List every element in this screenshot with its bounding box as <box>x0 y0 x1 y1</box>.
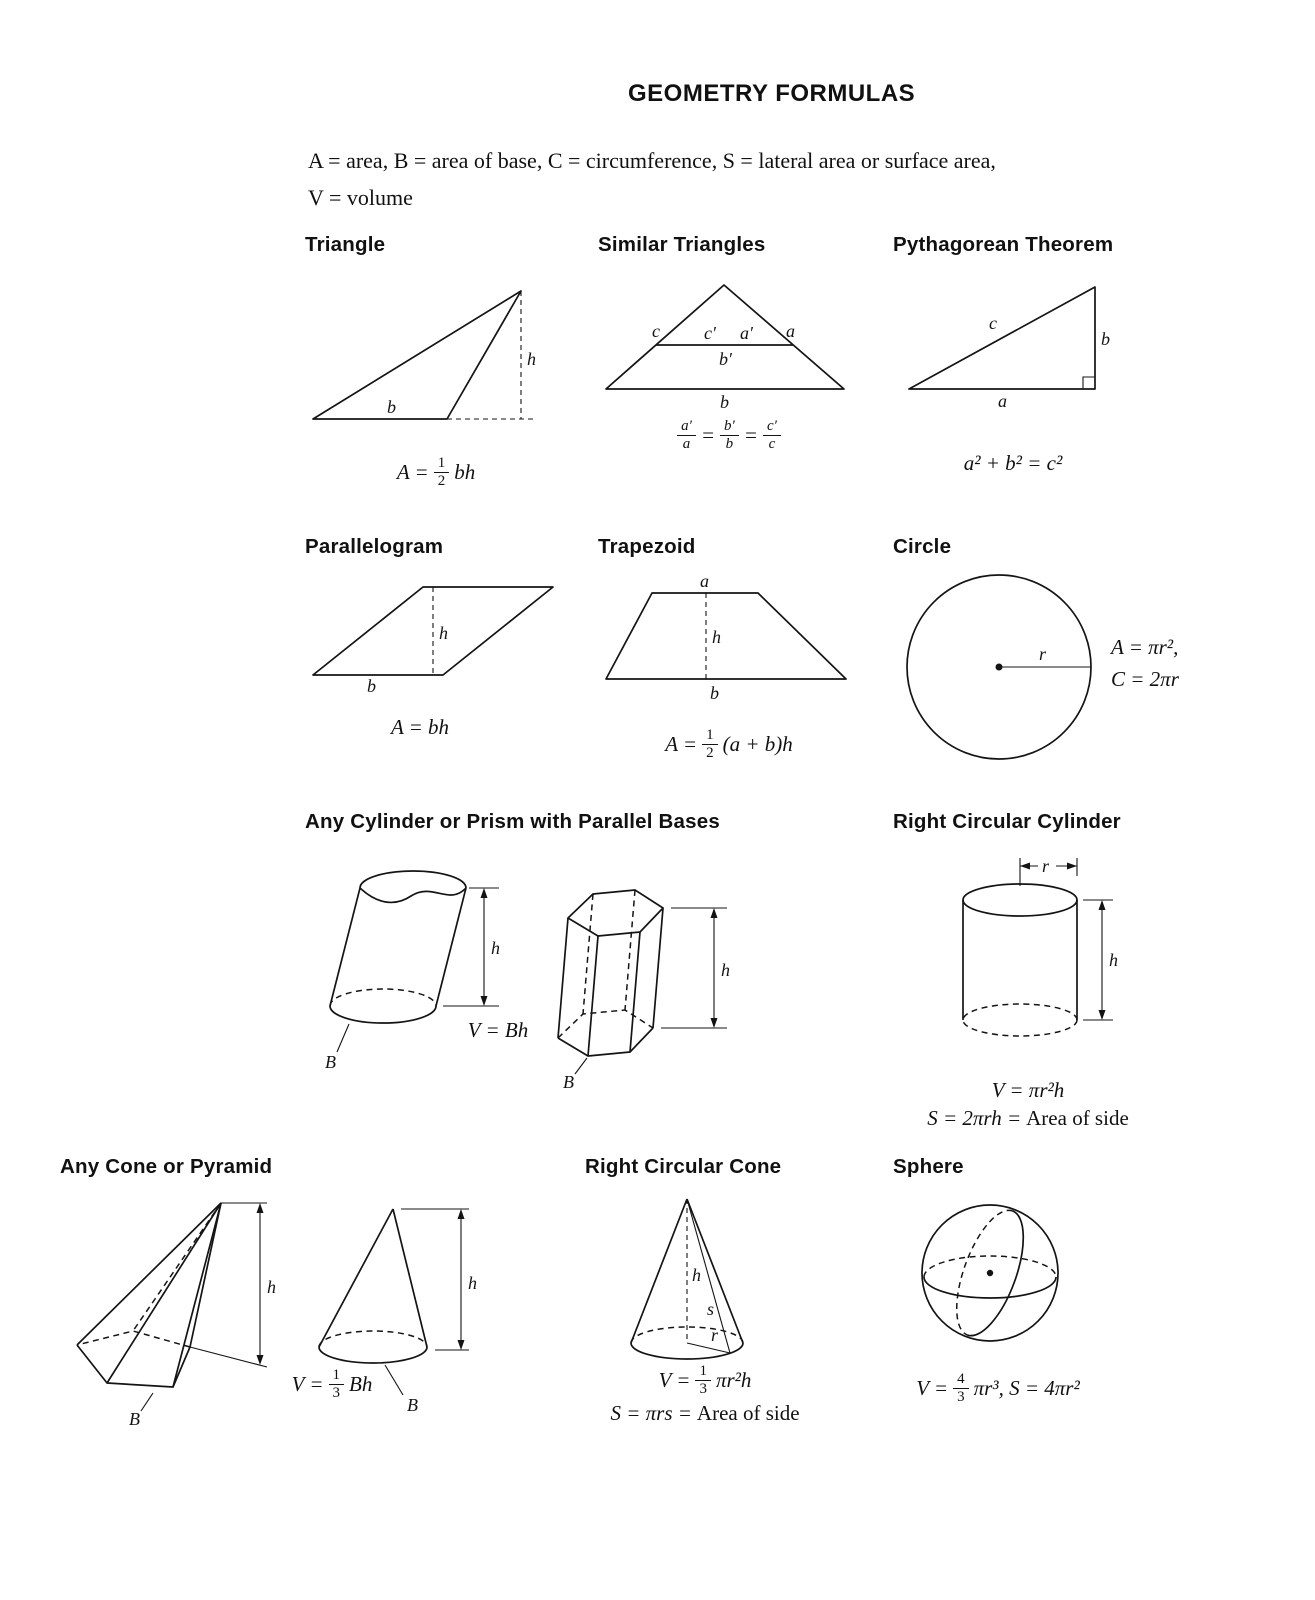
prism-hidden-edge <box>625 890 635 1010</box>
prism-hidden-edge <box>583 894 593 1014</box>
cylinder-top-front-rim <box>360 888 466 902</box>
label-h: h <box>1109 950 1118 970</box>
label-h: h <box>439 623 448 643</box>
label-s: s <box>707 1299 715 1319</box>
cone-left-side <box>631 1199 687 1343</box>
label-B: B <box>407 1395 418 1415</box>
label-h: h <box>527 349 536 369</box>
base-pointer-line <box>385 1365 403 1395</box>
label-h: h <box>712 627 721 647</box>
right-cylinder-formula-line2: S = 2πrh = Area of side <box>927 1106 1129 1130</box>
prism-bottom-front-edges <box>558 1028 653 1056</box>
formula-lhs: V = <box>291 1371 324 1396</box>
right-cone-formula-line2: S = πrs = Area of side <box>610 1401 800 1425</box>
triangle-outline <box>313 291 521 419</box>
oblique-cylinder <box>325 871 466 1072</box>
label-c: c <box>989 313 997 333</box>
trapezoid-heading: Trapezoid <box>598 535 696 558</box>
circle-diagram <box>899 567 1099 767</box>
right-cylinder-heading: Right Circular Cylinder <box>893 810 1121 833</box>
cylinder-prism-formula: V = Bh <box>467 1018 529 1042</box>
cone-pyramid-diagram <box>65 1195 500 1440</box>
cone-base-front-rim <box>631 1343 743 1359</box>
legend-line-1: A = area, B = area of base, C = circumference, S = lateral area or surface area, <box>308 148 996 173</box>
cylinder-prism-diagram <box>313 852 758 1092</box>
pyramid-base-front-edges <box>77 1345 190 1387</box>
cone-base-front-rim <box>319 1347 427 1363</box>
right-triangle-outline <box>909 287 1095 389</box>
legend-line-2: V = volume <box>308 185 413 210</box>
legend <box>308 142 1158 216</box>
label-h: h <box>468 1273 477 1293</box>
cylinder-bottom-front-rim <box>330 1006 436 1023</box>
equals-sign: = <box>743 422 758 447</box>
label-h: h <box>692 1265 701 1285</box>
fraction-one-half: $\frac{1}{2}$ <box>702 727 718 762</box>
hexagonal-prism <box>558 890 663 1092</box>
parallelogram-diagram <box>307 575 557 696</box>
meridian-back-arc <box>943 1202 1013 1335</box>
section-parallelogram <box>305 535 567 785</box>
pyramid-base-back-edges <box>77 1331 190 1347</box>
section-circle <box>893 535 1313 795</box>
label-r: r <box>1042 856 1050 876</box>
label-c: c <box>652 321 660 341</box>
section-pythagorean <box>893 233 1143 533</box>
triangle-formula <box>305 455 567 490</box>
label-h: h <box>491 938 500 958</box>
radius-measure <box>1020 856 1077 886</box>
trapezoid-diagram <box>600 571 850 703</box>
fraction-c: $\frac{c'}{c}$ <box>763 418 781 453</box>
formula-lhs: A = <box>396 459 429 484</box>
label-a-prime: a′ <box>740 323 753 343</box>
right-cone-formula-line1 <box>585 1363 825 1398</box>
trapezoid-formula <box>598 727 860 762</box>
fraction-one-half: $\frac{1}{2}$ <box>434 455 450 490</box>
meridian-front-arc <box>967 1211 1037 1344</box>
sphere-center-dot <box>987 1270 993 1276</box>
similar-triangles-formula <box>598 418 860 453</box>
cone-height-arrow <box>401 1209 477 1350</box>
triangle-heading: Triangle <box>305 233 386 256</box>
label-b: b <box>1101 329 1110 349</box>
cylinder-top-back-rim <box>360 871 466 888</box>
formula-rhs: (a + b)h <box>722 731 793 756</box>
outer-triangle-outline <box>606 285 844 389</box>
parallelogram-formula: A = bh <box>390 715 450 739</box>
similar-triangles-heading: Similar Triangles <box>598 233 766 256</box>
label-B: B <box>325 1052 336 1072</box>
prism-bottom-back-edges <box>558 1010 653 1038</box>
formula-rhs: Bh <box>349 1371 373 1396</box>
pyramid <box>77 1203 221 1429</box>
right-angle-mark <box>1083 377 1095 389</box>
page-title: GEOMETRY FORMULAS <box>628 80 916 107</box>
fraction-b: $\frac{b'}{b}$ <box>720 418 739 453</box>
section-triangle <box>305 233 567 533</box>
circle-formula-line1: A = πr², <box>1111 635 1179 659</box>
sphere-formula <box>893 1371 1103 1406</box>
right-cylinder-diagram <box>935 846 1165 1081</box>
cylinder-bottom-back-rim <box>330 989 436 1006</box>
formula-rhs: πr³, S = 4πr² <box>973 1375 1080 1400</box>
height-arrow <box>1083 900 1118 1020</box>
label-r: r <box>1039 644 1047 664</box>
label-a: a <box>998 391 1007 411</box>
base-pointer-line <box>141 1393 153 1411</box>
section-cylinder-prism <box>305 810 775 1110</box>
cone-base-back-rim <box>319 1331 427 1347</box>
formula-lhs: V = <box>658 1367 691 1392</box>
section-right-cone <box>585 1155 825 1455</box>
circle-formula-line2: C = 2πr <box>1111 667 1179 691</box>
label-r: r <box>711 1325 719 1345</box>
pythagorean-formula: a² + b² = c² <box>963 451 1063 475</box>
label-B: B <box>129 1409 140 1429</box>
circle-heading: Circle <box>893 535 952 558</box>
label-a: a <box>786 321 795 341</box>
right-cone-heading: Right Circular Cone <box>585 1155 782 1178</box>
formula-lhs: V = <box>916 1375 949 1400</box>
section-sphere <box>893 1155 1223 1455</box>
cone-pyramid-formula <box>282 1367 382 1402</box>
trapezoid-outline <box>606 593 846 679</box>
fraction-one-third: $\frac{1}{3}$ <box>329 1367 345 1402</box>
formula-rhs: πr²h <box>715 1367 752 1392</box>
label-c-prime: c′ <box>704 323 716 343</box>
label-b: b <box>367 676 376 696</box>
sphere-heading: Sphere <box>893 1155 964 1178</box>
section-cone-pyramid <box>60 1155 535 1455</box>
label-B: B <box>563 1072 574 1092</box>
label-b: b <box>720 392 729 412</box>
triangle-diagram <box>307 277 557 437</box>
label-h: h <box>267 1277 276 1297</box>
section-trapezoid <box>598 535 860 795</box>
parallelogram-heading: Parallelogram <box>305 535 444 558</box>
cylinder-bottom-face <box>963 1004 1077 1036</box>
label-a: a <box>700 571 709 591</box>
base-radius-line <box>687 1343 730 1353</box>
cylinder-prism-heading: Any Cylinder or Prism with Parallel Bases <box>305 810 720 833</box>
base-pointer-line <box>337 1024 349 1052</box>
formula-rhs: bh <box>454 459 476 484</box>
label-b: b <box>387 397 396 417</box>
cylinder-left-side <box>330 888 360 1006</box>
fraction-four-thirds: $\frac{4}{3}$ <box>953 1371 969 1406</box>
label-b-prime: b′ <box>719 349 732 369</box>
section-similar-triangles <box>598 233 860 533</box>
fraction-a: $\frac{a'}{a}$ <box>677 418 696 453</box>
cone-pyramid-heading: Any Cone or Pyramid <box>60 1155 273 1178</box>
cylinder-right-side <box>436 888 466 1006</box>
label-b: b <box>710 683 719 703</box>
pythagorean-diagram <box>903 275 1118 410</box>
label-h: h <box>721 960 730 980</box>
prism-top-face <box>568 890 663 936</box>
prism-height-arrow <box>661 908 730 1028</box>
sphere-diagram <box>905 1191 1080 1366</box>
cylinder-top-face <box>963 884 1077 916</box>
base-pointer-line <box>575 1058 587 1074</box>
pythagorean-heading: Pythagorean Theorem <box>893 233 1114 256</box>
right-cylinder-formula-line1: V = πr²h <box>991 1078 1065 1102</box>
fraction-one-third: $\frac{1}{3}$ <box>695 1363 711 1398</box>
equator-front-arc <box>924 1277 1056 1298</box>
equals-sign: = <box>700 422 716 447</box>
section-right-cylinder <box>893 810 1193 1150</box>
formula-lhs: A = <box>665 731 698 756</box>
similar-triangles-diagram <box>600 275 850 410</box>
